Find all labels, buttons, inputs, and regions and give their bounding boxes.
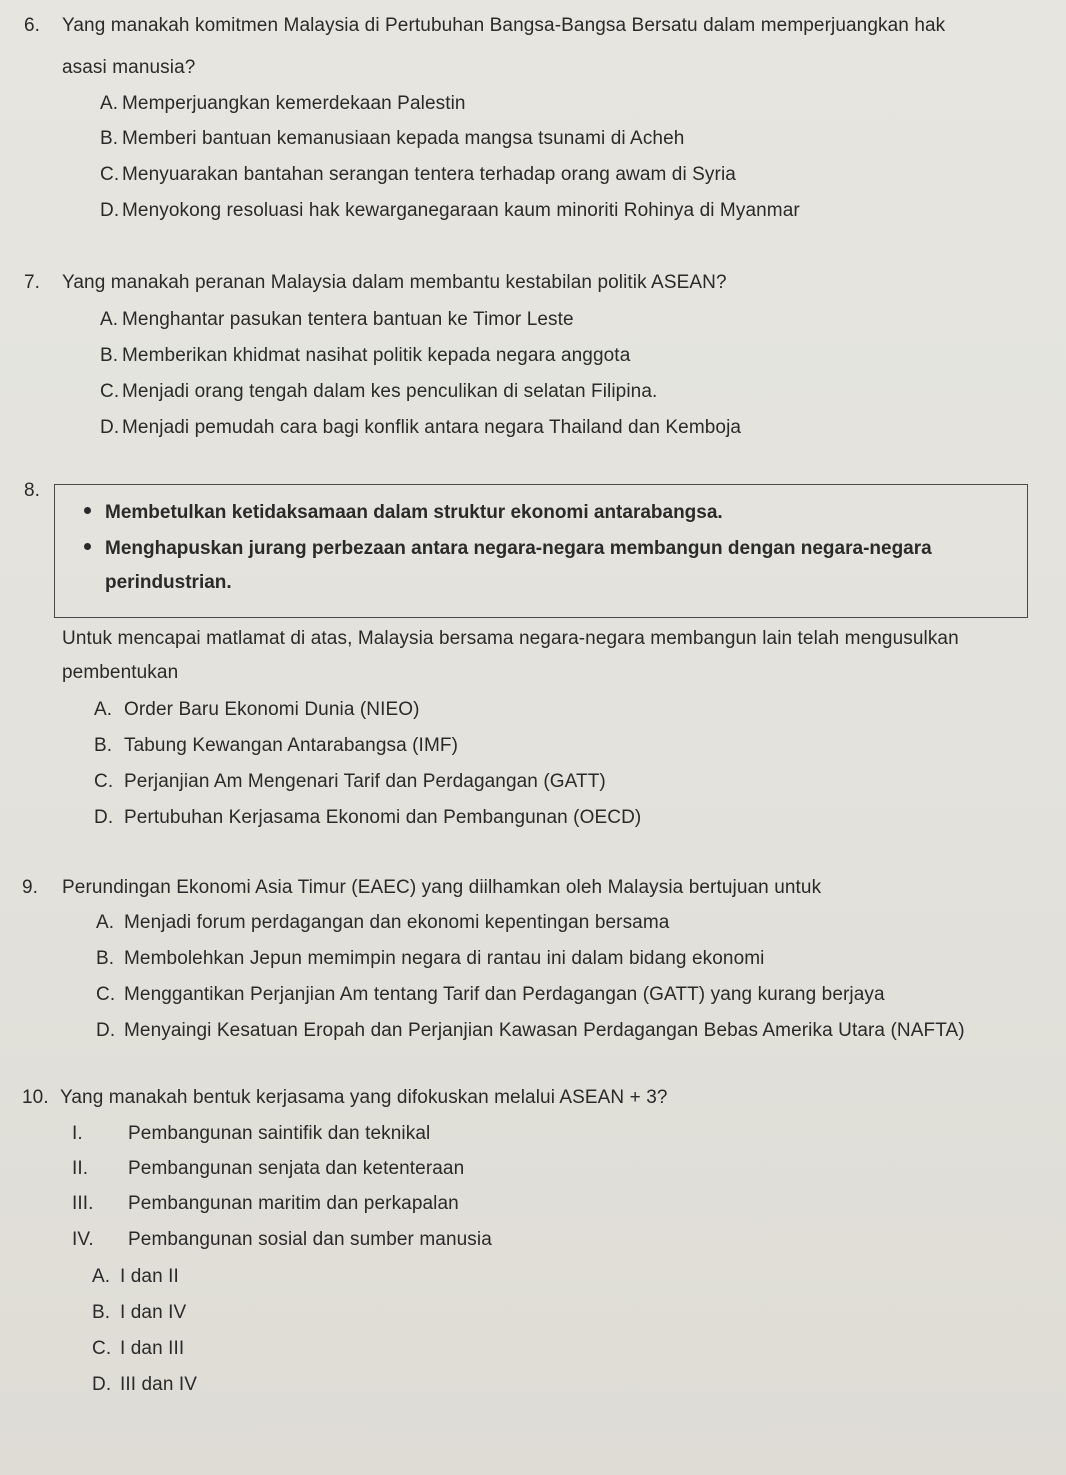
option-label: C. (96, 984, 116, 1005)
question-9-stem (22, 876, 821, 900)
option-label: D. (100, 200, 120, 221)
option-text: Menjadi pemudah cara bagi konflik antara negara Thailand dan Kemboja (122, 417, 742, 438)
statement-text: Pembangunan saintifik dan teknikal (128, 1123, 431, 1144)
option-label: D. (92, 1374, 112, 1395)
statement-label: II. (72, 1158, 89, 1179)
option-label: A. (100, 309, 119, 330)
question-10-statement-4 (72, 1228, 492, 1252)
question-10-stem (22, 1086, 668, 1110)
question-10-option-a (92, 1265, 179, 1289)
option-text: Menghantar pasukan tentera bantuan ke Timor Leste (122, 309, 574, 330)
question-6-option-d (100, 199, 800, 223)
option-label: C. (100, 164, 120, 185)
option-text: I dan II (120, 1266, 179, 1287)
option-label: B. (100, 128, 119, 149)
question-6-option-b (100, 127, 684, 151)
question-8-stem-line1: Untuk mencapai matlamat di atas, Malaysia bersama negara-negara membangun lain telah mengusulkan (62, 628, 959, 649)
option-label: C. (100, 381, 120, 402)
option-label: D. (96, 1020, 116, 1041)
option-text: Menggantikan Perjanjian Am tentang Tarif dan Perdagangan (GATT) yang kurang berjaya (124, 984, 885, 1005)
bullet-text: Membetulkan ketidaksamaan dalam struktur ekonomi antarabangsa. (105, 502, 723, 523)
question-10-stem-text: Yang manakah bentuk kerjasama yang difokuskan melalui ASEAN + 3? (60, 1087, 668, 1108)
question-7-stem-text: Yang manakah peranan Malaysia dalam membantu kestabilan politik ASEAN? (62, 272, 727, 293)
option-text: Order Baru Ekonomi Dunia (NIEO) (124, 699, 420, 720)
option-label: C. (94, 771, 114, 792)
statement-label: IV. (72, 1229, 94, 1250)
question-8-option-a (94, 698, 420, 722)
option-text: Pertubuhan Kerjasama Ekonomi dan Pembangunan (OECD) (124, 807, 642, 828)
question-8-stem-line2: pembentukan (62, 662, 179, 683)
question-6-option-c (100, 163, 736, 187)
question-8-number: 8. (24, 480, 41, 501)
statement-text: Pembangunan maritim dan perkapalan (128, 1193, 459, 1214)
option-label: B. (96, 948, 115, 969)
option-text: Perjanjian Am Mengenari Tarif dan Perdagangan (GATT) (124, 771, 606, 792)
question-8-option-b (94, 734, 458, 758)
bullet-text: Menghapuskan jurang perbezaan antara negara-negara membangun dengan negara-negara (105, 538, 932, 559)
question-6-stem-line1: Yang manakah komitmen Malaysia di Pertubuhan Bangsa-Bangsa Bersatu dalam memperjuangkan hak (62, 15, 946, 36)
question-6-number: 6. (24, 15, 41, 36)
option-label: B. (92, 1302, 111, 1323)
option-text: Membolehkan Jepun memimpin negara di rantau ini dalam bidang ekonomi (124, 948, 765, 969)
question-10-statement-2 (72, 1157, 464, 1181)
question-10-option-d (92, 1373, 197, 1397)
question-8-bullet-2 (84, 537, 932, 561)
option-text: Menyuarakan bantahan serangan tentera terhadap orang awam di Syria (122, 164, 736, 185)
question-10-statement-1 (72, 1122, 430, 1146)
question-7-option-d (100, 416, 741, 440)
option-label: A. (96, 912, 115, 933)
statement-text: Pembangunan senjata dan ketenteraan (128, 1158, 465, 1179)
question-10-number: 10. (22, 1087, 49, 1108)
question-8-option-d (94, 806, 641, 830)
option-text: Menyaingi Kesatuan Eropah dan Perjanjian Kawasan Perdagangan Bebas Amerika Utara (NAFTA) (124, 1020, 965, 1041)
question-6-stem-line2: asasi manusia? (62, 57, 196, 78)
question-9-stem-text: Perundingan Ekonomi Asia Timur (EAEC) yang diilhamkan oleh Malaysia bertujuan untuk (62, 877, 822, 898)
option-label: D. (100, 417, 120, 438)
option-label: D. (94, 807, 114, 828)
option-label: A. (100, 93, 119, 114)
statement-text: Pembangunan sosial dan sumber manusia (128, 1229, 492, 1250)
option-text: I dan III (120, 1338, 185, 1359)
question-10-option-b (92, 1301, 186, 1325)
option-text: Tabung Kewangan Antarabangsa (IMF) (124, 735, 458, 756)
question-7-stem (24, 271, 727, 295)
option-text: III dan IV (120, 1374, 198, 1395)
option-text: Menyokong resoluasi hak kewarganegaraan kaum minoriti Rohinya di Myanmar (122, 200, 800, 221)
statement-label: I. (72, 1123, 83, 1144)
question-10-option-c (92, 1337, 184, 1361)
question-9-option-c (96, 983, 885, 1007)
question-7-option-a (100, 308, 574, 332)
question-7-option-c (100, 380, 657, 404)
question-6-option-a (100, 92, 466, 116)
bullet-icon (84, 543, 91, 550)
option-label: B. (94, 735, 113, 756)
statement-label: III. (72, 1193, 94, 1214)
question-9-number: 9. (22, 877, 39, 898)
option-text: Memperjuangkan kemerdekaan Palestin (122, 93, 466, 114)
question-9-option-d (96, 1019, 965, 1043)
question-8-bullet-2-line2: perindustrian. (105, 572, 232, 593)
question-7-option-b (100, 344, 630, 368)
option-text: Memberi bantuan kemanusiaan kepada mangsa tsunami di Acheh (122, 128, 685, 149)
option-label: B. (100, 345, 119, 366)
bullet-icon (84, 507, 91, 514)
option-text: Menjadi orang tengah dalam kes penculikan di selatan Filipina. (122, 381, 658, 402)
option-text: I dan IV (120, 1302, 187, 1323)
question-7-number: 7. (24, 272, 41, 293)
question-9-option-b (96, 947, 765, 971)
question-6-stem (24, 14, 945, 38)
option-label: A. (92, 1266, 111, 1287)
question-9-option-a (96, 911, 669, 935)
question-10-statement-3 (72, 1192, 459, 1216)
question-8-option-c (94, 770, 606, 794)
option-label: A. (94, 699, 113, 720)
question-8-bullet-1 (84, 501, 723, 525)
option-text: Memberikan khidmat nasihat politik kepada negara anggota (122, 345, 631, 366)
option-label: C. (92, 1338, 112, 1359)
option-text: Menjadi forum perdagangan dan ekonomi kepentingan bersama (124, 912, 670, 933)
